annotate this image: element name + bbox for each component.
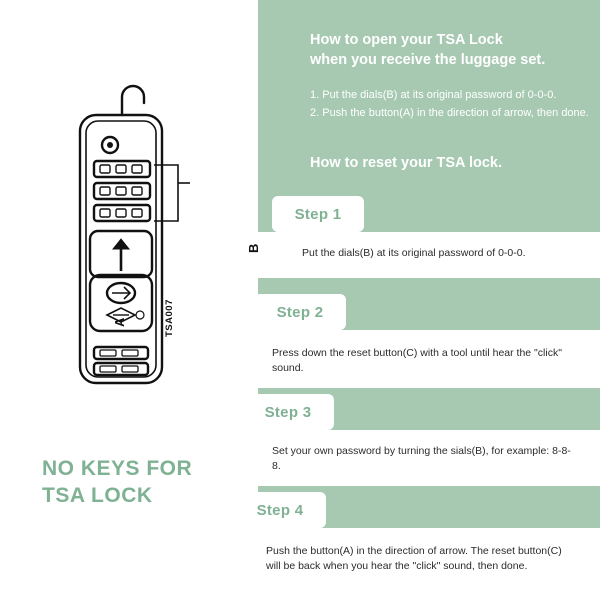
step-3-text: Set your own password by turning the sials(B), for example: 8-8-8. xyxy=(272,445,571,472)
panel-title xyxy=(310,30,590,70)
step-1-text: Put the dials(B) at its original password of 0-0-0. xyxy=(302,247,526,259)
panel-subtitle: How to reset your TSA lock. xyxy=(310,155,503,171)
step-3-tab: Step 3 xyxy=(242,394,334,430)
step-4-tab: Step 4 xyxy=(234,492,326,528)
no-keys-line2: TSA LOCK xyxy=(42,484,153,507)
step-4-text: Push the button(A) in the direction of arrow. The reset button(C) will be back when you hear the "click" sound, then done. xyxy=(266,545,562,572)
callout-label-a: A xyxy=(112,317,127,327)
instructions-panel xyxy=(258,0,600,600)
panel-bullets xyxy=(310,86,595,122)
step-2-text: Press down the reset button(C) with a tool until hear the "click" sound. xyxy=(272,347,562,374)
panel-bullet-2: 2. Push the button(A) in the direction of arrow, then done. xyxy=(310,107,589,119)
panel-bullet-1: 1. Put the dials(B) at its original password of 0-0-0. xyxy=(310,89,557,101)
lock-drawing xyxy=(60,75,250,435)
callout-label-b: B xyxy=(246,243,261,253)
panel-title-line2: when you receive the luggage set. xyxy=(310,52,546,68)
no-keys-headline xyxy=(42,455,252,509)
step-1-tab: Step 1 xyxy=(272,196,364,232)
lock-brand-label: TSA007 xyxy=(164,299,175,337)
no-keys-line1: NO KEYS FOR xyxy=(42,457,193,480)
step-2-tab: Step 2 xyxy=(254,294,346,330)
panel-title-line1: How to open your TSA Lock xyxy=(310,32,503,48)
tsa-lock-illustration xyxy=(60,75,261,435)
